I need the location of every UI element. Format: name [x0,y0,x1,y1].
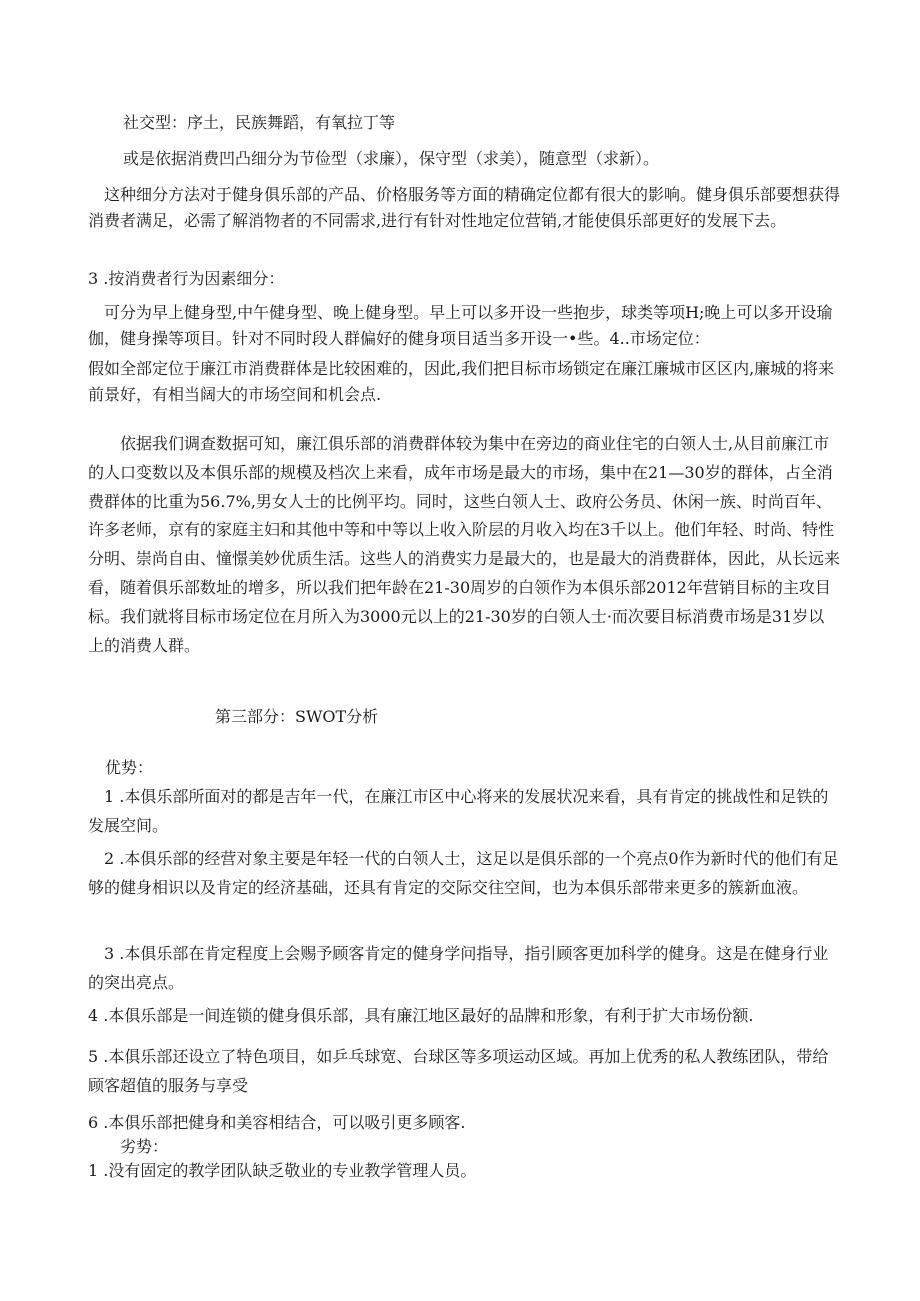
paragraph-consumption-levels: 或是依据消费凹凸细分为节俭型（求廉），保守型（求美），随意型（求新）。 [123,149,660,168]
paragraph-social-type: 社交型：序土，民族舞蹈，有氧拉丁等 [123,113,396,132]
heading-weaknesses: 劣势： [120,1137,169,1156]
paragraph-market-positioning: 假如全部定位于廉江市消费群体是比较困难的，因此,我们把目标市场锁定在廉江廉城市区区内,廉城的将来前景好，有相当阔大的市场空间和机会点. [88,359,835,404]
strength-item-5: 5 .本俱乐部还设立了特色项目，如乒乓球宽、台球区等多项运动区域。再加上优秀的私人教练团队，带给顾客超值的服务与享受 [88,1047,829,1095]
paragraph-survey-data: 依据我们调查数据可知，廉江俱乐部的消费群体较为集中在旁边的商业住宅的白领人士,从目前廉江市的人口变数以及本俱乐部的规模及档次上来看，成年市场是最大的市场，集中在21—30岁的群体，占全消费群体的比重为56.7%,男女人士的比例平均。同时，这些白领人士、政府公务员、休闲一族、时尚百年、许多老师，京有的家庭主妇和其他中等和中等以上收入阶层的月收入均在3千以上。他们年轻、时尚、特性分明、崇尚自由、憧憬美妙优质生活。这些人的消费实力是最大的，也是最大的消费群体，因此，从长远来看，随着俱乐部数址的增多，所以我们把年龄在21-30周岁的白领作为本俱乐部2012年营销目标的主攻目标。我们就将目标市场定位在月所入为3000元以上的21-30岁的白领人士·而次要目标消费市场是31岁以上的消费人群。 [88,434,841,655]
strength-item-2: 2 .本俱乐部的经营对象主要是年轻一代的白领人士，这足以是俱乐部的一个亮点0作为新时代的他们有足够的健身相识以及肯定的经济基础，还具有肯定的交际交往空间，也为本俱乐部带来更多的簇新血液。 [88,849,839,897]
heading-strengths: 优势： [105,758,154,777]
paragraph-segmentation-impact: 这种细分方法对于健身俱乐部的产品、价格服务等方面的精确定位都有很大的影响。健身俱乐部要想获得消费者满足，必需了解消物者的不同需求,进行有针对性地定位营销,才能使俱乐部更好的发展下去。 [88,185,841,230]
paragraph-time-segmentation: 可分为早上健身型,中午健身型、晚上健身型。早上可以多开设一些抱步，球类等项H;晚上可以多开设瑜伽，健身操等项目。针对不同时段人群偏好的健身项目适当多开设一•些。4..市场定位： [88,303,833,348]
strength-item-6: 6 .本俱乐部把健身和美容相结合，可以吸引更多顾客. [88,1113,466,1132]
weakness-item-1: 1 .没有固定的教学团队缺乏敬业的专业教学管理人员。 [88,1161,477,1180]
strength-item-1: 1 .本俱乐部所面对的都是吉年一代，在廉江市区中心将来的发展状况来看，具有肯定的挑战性和足铁的发展空间。 [88,787,829,835]
heading-behavior-segmentation: 3 .按消费者行为因素细分： [88,269,285,288]
strength-item-3: 3 .本俱乐部在肯定程度上会赐予顾客肯定的健身学问指导，指引顾客更加科学的健身。这是在健身行业的突出亮点。 [88,944,829,992]
section-heading-swot: 第三部分：SWOT分析 [215,707,379,726]
strength-item-4: 4 .本俱乐部是一间连锁的健身俱乐部，具有廉江地区最好的品牌和形象，有利于扩大市场份额. [88,1006,754,1025]
